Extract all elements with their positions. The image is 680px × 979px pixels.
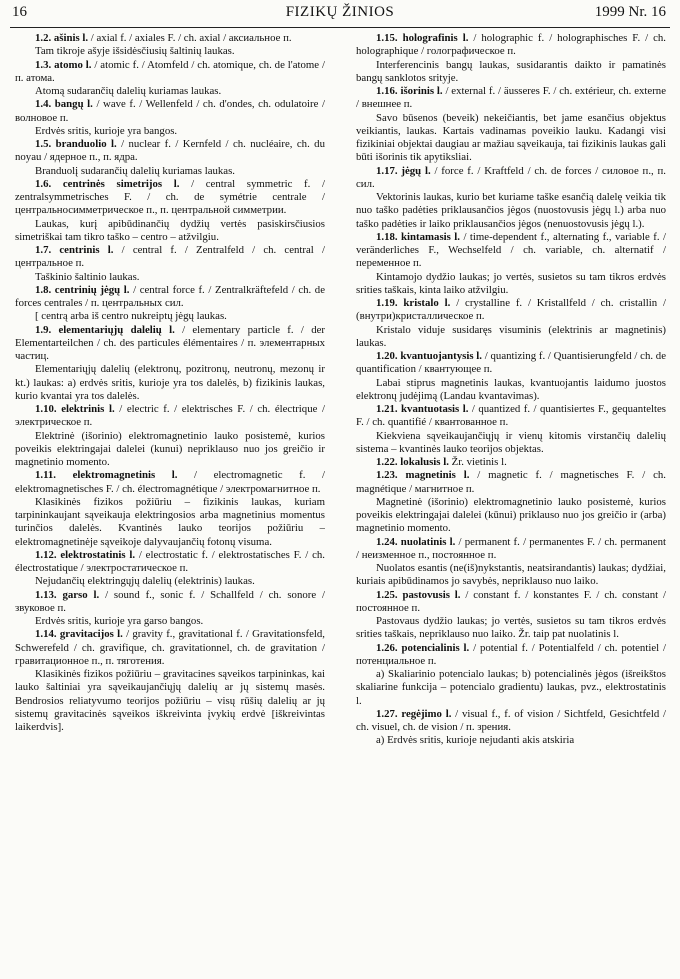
entry-term: 1.12. elektrostatinis l. bbox=[35, 548, 136, 561]
entry-translations: / gravity f., gravitational f. / Gravitationsfeld, Schwerefeld / ch. gravifique, ch. gravitationnel, ch. de gravitation / гравитационное п., п. тяготения. bbox=[15, 628, 325, 667]
dictionary-entry bbox=[15, 403, 325, 430]
entry-definition: Atomą sudarančių dalelių kuriamas laukas. bbox=[35, 85, 222, 97]
entry-term: 1.16. išorinis l. bbox=[376, 85, 443, 97]
entry-translations: / central f. / Zentralfeld / ch. central / центральное п. bbox=[15, 244, 325, 270]
entry-term: 1.13. garso l. bbox=[35, 588, 100, 601]
entry-translations: / atomic f. / Atomfeld / ch. atomique, ch. de l'atome / п. атома. bbox=[15, 58, 325, 84]
entry-term: 1.6. centrinės simetrijos l. bbox=[35, 177, 180, 190]
entry-term: 1.15. holografinis l. bbox=[376, 32, 469, 44]
entry-definition: Taškinio šaltinio laukas. bbox=[35, 270, 140, 283]
entry-term: 1.23. magnetinis l. bbox=[376, 469, 470, 482]
entry-translations: / central force f. / Zentralkräftefeld / ch. de forces centrales / п. центральных сил. bbox=[15, 283, 325, 309]
dictionary-entry bbox=[356, 297, 666, 324]
entry-term: 1.8. centrinių jėgų l. bbox=[35, 283, 130, 296]
entry-translations: / force f. / Kraftfeld / ch. de forces / силовое п., п. сил. bbox=[356, 164, 666, 190]
dictionary-entry bbox=[15, 98, 325, 125]
entry-term: 1.5. branduolio l. bbox=[35, 138, 117, 150]
dictionary-entry bbox=[356, 708, 666, 735]
entry-translations: / potential f. / Potentialfeld / ch. potentiel / потенциальное п. bbox=[356, 641, 666, 667]
entry-definition: Pastovaus dydžio laukas; jo vertės, susietos su tam tikros erdvės srities taškais, nepriklauso nuo laiko. Žr. taip pat nuolatinis l. bbox=[356, 615, 666, 641]
entry-term: 1.18. kintamasis l. bbox=[376, 230, 460, 243]
dictionary-entry bbox=[15, 244, 325, 271]
entry-translations: / constant f. / konstantes F. / ch. constant / постоянное п. bbox=[356, 588, 666, 614]
entry-translations: / axial f. / axiales F. / ch. axial / аксиальное п. bbox=[88, 32, 292, 44]
entry-definition: Laukas, kurį apibūdinančių dydžių vertės pasiskirsčiusios simetriškai tam tikro taško – centro – atžvilgiu. bbox=[15, 217, 325, 243]
entry-definition: Savo būsenos (beveik) nekeičiantis, bet jame esančius objektus veikiantis, laukas. Kartais vadinamas poveikio lauku. Kadangi visi fizikiniai objektai daugiau ar mažiau sąveikauja, tai fizikinis laukas gali būti išorinis tik apytiksliai. bbox=[356, 111, 666, 164]
dictionary-entry bbox=[15, 549, 325, 576]
entry-translations: / quantizing f. / Quantisierungfeld / ch. de quantification / квантующее п. bbox=[356, 350, 666, 376]
dictionary-entry bbox=[15, 32, 325, 45]
entry-definition: Klasikinės fizikos požiūriu – fizikinis laukas, kuriam tarpininkaujant sąveikauja elektringosios arba magnetinius momentus turinčios dalelės. Kvantinės lauko teorijos požiūriu – elektromagnetinėje sąveikoje dalyvaujančių fotonų visuma. bbox=[15, 495, 325, 548]
dictionary-entry bbox=[15, 469, 325, 496]
entry-translations: / visual f., f. of vision / Sichtfeld, Gesichtfeld / ch. visuel, ch. de vision / п. зрения. bbox=[356, 707, 666, 733]
entry-translations: / central symmetric f. / zentralsymmetrisches F. / ch. de symétrie centrale / центральносимметрическое п., п. центральной симметрии. bbox=[15, 177, 325, 217]
entry-term: 1.19. kristalo l. bbox=[376, 297, 451, 309]
entry-definition: Erdvės sritis, kurioje yra bangos. bbox=[35, 124, 178, 137]
entry-definition: Magnetinė (išorinio) elektromagnetinio lauko posistemė, kurios poveikis elektringajai dalelei (kūnui) priklauso nuo jos greičio ir (arba) magnetinio momento. bbox=[356, 495, 666, 535]
entry-definition: Erdvės sritis, kurioje yra garso bangos. bbox=[35, 615, 204, 627]
entry-definition: Interferencinis bangų laukas, susidarantis daikto ir pamatinės bangų sanklotos srityje. bbox=[356, 58, 666, 84]
entry-translations: / sound f., sonic f. / Schallfeld / ch. sonore / звуковое п. bbox=[15, 588, 325, 614]
entry-definition: Nuolatos esantis (ne(iš)nykstantis, neatsirandantis) laukas; dydžiai, kuriais apibūdinamos jo savybės, nepriklauso nuo laiko. bbox=[356, 562, 666, 588]
entry-term: 1.17. jėgų l. bbox=[376, 164, 431, 177]
entry-term: 1.10. elektrinis l. bbox=[35, 403, 115, 415]
entry-definition: Vektorinis laukas, kurio bet kuriame taške esančią dalelę veikia tik nuo taško padėties priklausančios jėgos (nuostovusis jėgų l.) arba nuo taško padėties ir laiko priklausančios jėgos (nenuostovusis jėgų l.). bbox=[356, 191, 666, 230]
entry-definition: a) Skaliarinio potencialo laukas; b) potencialinės jėgos (išreikštos skaliarine funkcija – potencialo gradientu) laukas, pvz., elektrostatinis l. bbox=[356, 668, 666, 707]
journal-title: FIZIKŲ ŽINIOS bbox=[285, 4, 395, 20]
dictionary-entry bbox=[356, 589, 666, 616]
entry-definition: Kristalo viduje susidaręs visuminis (elektrinis ar magnetinis) laukas. bbox=[356, 323, 666, 349]
dictionary-entry bbox=[356, 456, 666, 469]
year-issue: 1999 Nr. 16 bbox=[594, 4, 666, 20]
dictionary-entry bbox=[356, 642, 666, 669]
dictionary-entry bbox=[15, 324, 325, 364]
entry-translations: / electromagnetic f. / elektromagnetisches F. / ch. électromagnétique / электромагнитное п. bbox=[15, 469, 325, 495]
entry-translations: / time-dependent f., alternating f., variable f. / veränderliches F., Wechselfeld / ch. variable, ch. alternatif / переменное п. bbox=[356, 230, 666, 270]
entry-term: 1.4. bangų l. bbox=[35, 98, 93, 111]
dictionary-entry bbox=[356, 350, 666, 377]
entry-definition: Labai stiprus magnetinis laukas, kvantuojantis laidumo juostos elektronų judėjimą (Landau kvantavimas). bbox=[356, 376, 666, 402]
entry-term: 1.20. kvantuojantysis l. bbox=[376, 350, 483, 362]
entry-definition: Tam tikroje ašyje išsidėsčiusių šaltinių laukas. bbox=[35, 45, 235, 58]
entry-definition: Kiekviena sąveikaujančiųjų ir vienų kitomis virstančių dalelių sistema – kvantinės lauko teorijos objektas. bbox=[356, 429, 666, 455]
dictionary-entry bbox=[356, 85, 666, 112]
entry-term: 1.7. centrinis l. bbox=[35, 244, 114, 256]
dictionary-entry bbox=[356, 403, 666, 430]
dictionary-entry bbox=[356, 469, 666, 496]
entry-term: 1.9. elementariųjų dalelių l. bbox=[35, 323, 175, 336]
entry-definition: Branduolį sudarančių dalelių kuriamas laukas. bbox=[35, 164, 235, 177]
entry-definition: Elementariųjų dalelių (elektronų, pozitronų, neutronų, mezonų ir kt.) laukas: a) erdvės sritis, kurioje yra tos dalelės, b) fizikinis laukas, kurio kvantai yra tos dalelės. bbox=[15, 363, 325, 402]
dictionary-entry bbox=[15, 589, 325, 616]
entry-definition: [ centrą arba iš centro nukreiptų jėgų laukas. bbox=[35, 310, 227, 323]
page-header bbox=[10, 2, 670, 28]
entry-translations: / elementary particle f. / der Elementarteilchen / ch. des particules élémentaires / п. элементарных частиц. bbox=[15, 323, 325, 362]
dictionary-entry bbox=[356, 165, 666, 192]
entry-term: 1.22. lokalusis l. bbox=[376, 456, 449, 468]
dictionary-entry bbox=[15, 59, 325, 86]
dictionary-entry bbox=[356, 536, 666, 563]
header-rule bbox=[10, 27, 670, 28]
entry-translations: / holographic f. / holographisches F. / ch. holographique / голографическое п. bbox=[356, 32, 666, 58]
entry-translations: / quantized f. / quantisiertes F., gequanteltes F. / ch. quantifié / квантованное п. bbox=[356, 403, 666, 429]
dictionary-entry bbox=[15, 284, 325, 311]
entry-term: 1.11. elektromagnetinis l. bbox=[35, 469, 178, 482]
entry-term: 1.3. atomo l. bbox=[35, 58, 92, 71]
dictionary-entry bbox=[15, 178, 325, 218]
entry-translations: Žr. vietinis l. bbox=[448, 456, 507, 468]
entry-translations: / magnetic f. / magnetisches F. / ch. magnétique / магнитное п. bbox=[356, 469, 666, 495]
entry-definition: Kintamojo dydžio laukas; jo vertės, susietos su tam tikros erdvės srities taškais, kinta laiko atžvilgiu. bbox=[356, 270, 666, 296]
entry-translations: / crystalline f. / Kristallfeld / ch. cristallin / (внутри)кристаллическое п. bbox=[356, 297, 666, 323]
left-column bbox=[15, 32, 325, 976]
dictionary-entry bbox=[15, 138, 325, 165]
entry-translations: / wave f. / Wellenfeld / ch. d'ondes, ch. odulatoire / волновое п. bbox=[15, 98, 325, 124]
entry-definition: Elektrinė (išorinio) elektromagnetinio lauko posistemė, kurios poveikis elektringajai dalelei (kunui) nepriklauso nuo jos greičio ir magnetinio momento. bbox=[15, 429, 325, 468]
entry-definition: Nejudančių elektringųjų dalelių (elektrinis) laukas. bbox=[35, 575, 255, 588]
entry-translations: / external f. / äusseres F. / ch. extérieur, ch. externe / внешнее п. bbox=[356, 85, 666, 111]
entry-translations: / permanent f. / permanentes F. / ch. permanent / неизменное п., постоянное п. bbox=[356, 535, 666, 561]
entry-definition: Klasikinės fizikos požiūriu – gravitacines sąveikos tarpininkas, kai lauko šaltiniai yra sąveikaujančiųjų dalelių ar jų sistemų masės. Bendrosios reliatyvumo teorijos požiūriu – visų rūšių dalelių ar jų sistemų gravitacinės sąveikos iškreivinta įvykių erdvė [iškreivintas laikerdvis]. bbox=[15, 668, 325, 733]
entry-definition: a) Erdvės sritis, kurioje nejudanti akis atskiria bbox=[376, 734, 575, 747]
entry-term: 1.14. gravitacijos l. bbox=[35, 628, 123, 641]
entry-term: 1.21. kvantuotasis l. bbox=[376, 403, 469, 415]
entry-term: 1.25. pastovusis l. bbox=[376, 588, 461, 601]
dictionary-entry bbox=[15, 628, 325, 668]
entry-term: 1.24. nuolatinis l. bbox=[376, 535, 456, 548]
entry-translations: / electric f. / elektrisches F. / ch. électrique / электрическое п. bbox=[15, 403, 325, 429]
page-number: 16 bbox=[12, 4, 27, 20]
entry-term: 1.2. ašinis l. bbox=[35, 32, 89, 44]
entry-term: 1.26. potencialinis l. bbox=[376, 641, 470, 654]
entry-translations: / nuclear f. / Kernfeld / ch. nucléaire, ch. du noyau / ядерное п., п. ядра. bbox=[15, 138, 325, 164]
entry-translations: / electrostatic f. / elektrostatisches F. / ch. électrostatique / электростатическое п. bbox=[15, 548, 325, 574]
dictionary-entry bbox=[356, 231, 666, 271]
dictionary-entry bbox=[356, 32, 666, 59]
right-column bbox=[356, 32, 666, 976]
entry-term: 1.27. regėjimo l. bbox=[376, 707, 452, 720]
